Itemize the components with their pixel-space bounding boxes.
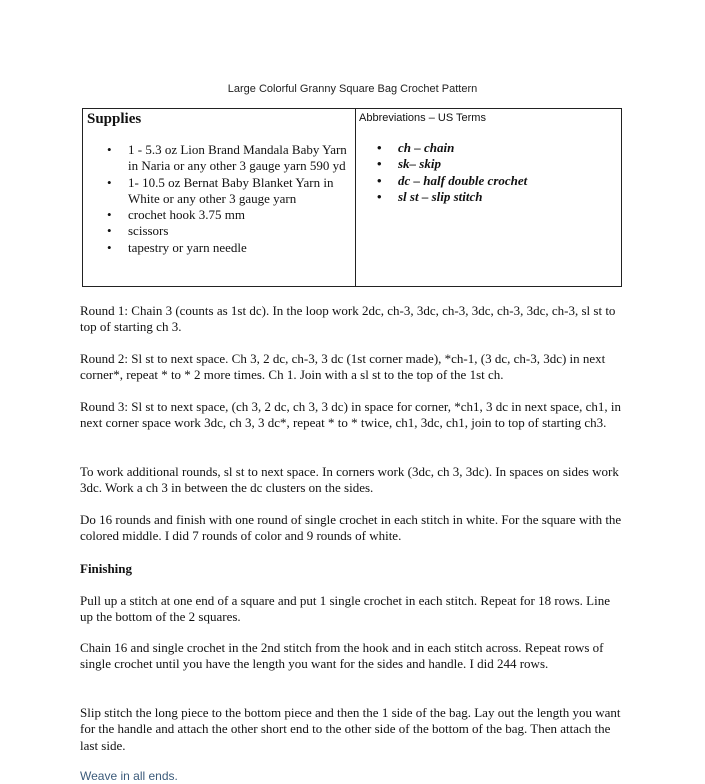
supply-item: • 1 - 5.3 oz Lion Brand Mandala Baby Yarn in Naria or any other 3 gauge yarn 590 yd <box>128 142 355 175</box>
finishing-paragraph-1: Pull up a stitch at one end of a square and put 1 single crochet in each stitch. Repeat for 18 rows. Line up the bottom of the 2 squares. <box>80 593 610 625</box>
supply-item: • 1- 10.5 oz Bernat Baby Blanket Yarn in White or any other 3 gauge yarn <box>128 175 355 208</box>
additional-rounds-paragraph: To work additional rounds, sl st to next space. In corners work (3dc, ch 3, 3dc). In spaces on sides work 3dc. Work a ch 3 in between the dc clusters on the sides. <box>80 464 619 496</box>
finishing-heading: Finishing <box>80 561 133 576</box>
abbreviations-cell <box>356 109 622 287</box>
supply-item: • crochet hook 3.75 mm <box>128 207 355 223</box>
abbreviation-item: • sl st – slip stitch <box>398 189 621 205</box>
abbreviations-heading: Abbreviations – US Terms <box>359 112 486 124</box>
abbreviation-item: • dc – half double crochet <box>398 173 621 189</box>
supplies-table <box>82 108 622 287</box>
supplies-heading: Supplies <box>87 111 142 127</box>
supply-item: • scissors <box>128 223 355 239</box>
abbreviation-item: • ch – chain <box>398 140 621 156</box>
round-3-paragraph: Round 3: Sl st to next space, (ch 3, 2 dc, ch 3, 3 dc) in space for corner, *ch1, 3 dc in next space, ch1, in next corner space work 3dc, ch 3, 3 dc*, repeat * to * twice, ch1, 3dc, ch1, join to top of starting ch3. <box>80 399 621 431</box>
rounds-count-paragraph: Do 16 rounds and finish with one round of single crochet in each stitch in white. For the square with the colored middle. I did 7 rounds of color and 9 rounds of white. <box>80 512 622 544</box>
abbreviation-item: • sk– skip <box>398 156 621 172</box>
round-1-paragraph: Round 1: Chain 3 (counts as 1st dc). In the loop work 2dc, ch-3, 3dc, ch-3, 3dc, ch-3, 3dc, ch-3, sl st to top of starting ch 3. <box>80 303 616 335</box>
abbreviations-list <box>356 140 621 205</box>
finishing-paragraph-3: Slip stitch the long piece to the bottom piece and then the 1 side of the bag. Lay out the length you want for the handle and attach the other short end to the other side of the bottom of the bag. Then attach the last side. <box>80 705 621 753</box>
supplies-list <box>83 142 355 256</box>
finishing-paragraph-2: Chain 16 and single crochet in the 2nd stitch from the hook and in each stitch across. Repeat rows of single crochet until you have the length you want for the sides and handle. I did 244 rows. <box>80 640 604 672</box>
supply-item: • tapestry or yarn needle <box>128 240 355 256</box>
weave-ends-line: Weave in all ends. <box>80 769 178 783</box>
supplies-cell <box>83 109 356 287</box>
round-2-paragraph: Round 2: Sl st to next space. Ch 3, 2 dc, ch-3, 3 dc (1st corner made), *ch-1, (3 dc, ch-3, 3dc) in next corner*, repeat * to * 2 more times. Ch 1. Join with a sl st to the top of the 1st ch. <box>80 351 606 383</box>
document-title: Large Colorful Granny Square Bag Crochet Pattern <box>227 83 478 95</box>
